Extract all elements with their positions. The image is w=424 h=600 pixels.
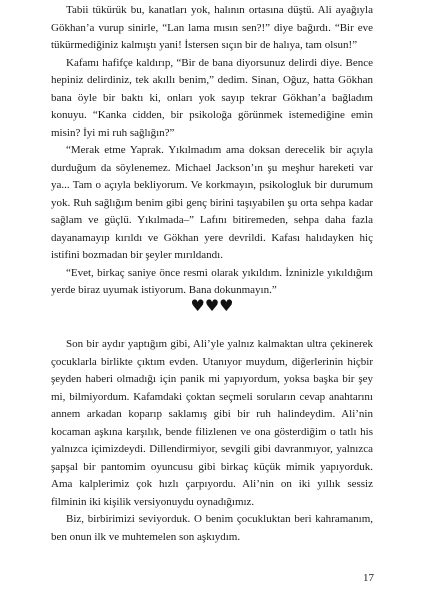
text-block-bottom bbox=[51, 336, 373, 546]
page-number: 17 bbox=[363, 572, 374, 584]
paragraph-4: “Evet, birkaç saniye önce resmi olarak yıkıldım. İzninizle yıkıldığım yerde biraz uyumak istiyorum. Bana dokunmayın.” bbox=[51, 266, 373, 296]
paragraph-5: Son bir aydır yaptığım gibi, Ali’yle yalnız kalmaktan ultra çekinerek çocuklarla birlikte çıktım evden. Utanıyor muydum, diğerlerinin hiçbir şeyden haberi olmadığı için panik mi yapıyordum, yoksa başka bir şey mi, bilmiyordum. Kafamdaki çoktan seçmeli soruların cevap anahtarını annem arkadan koparıp saklamış gibi bir ruh halindeydim. Ali’nin kocaman aşkına karşılık, bende filizlenen ve ona gösterdiğim o tatlı his yalnızca içimizdeydi. Dillendirmiyor, sevgili gibi davranmıyor, yalnızca şapşal bir pantomim oyuncusu gibi birkaç küçük mimik yapıyorduk. Ama kalplerimiz çok hızlı çarpıyordu. Ali’nin on iki yıllık sessiz filminin iki kişilik versiyonuydu oynadığımız. bbox=[51, 338, 373, 508]
text-block-top bbox=[51, 2, 373, 300]
paragraph-6: Biz, birbirimizi seviyorduk. O benim çocukluktan beri kahramanım, ben onun ilk ve muhtemelen son aşkıydım. bbox=[51, 513, 373, 543]
paragraph-2: Kafamı hafifçe kaldırıp, “Bir de bana diyorsunuz delirdi diye. Bence hepiniz delirdiniz, tek akıllı benim,” dedim. Sinan, Oğuz, hatta Gökhan bana öyle bir baktı ki, onları yok sayıp tekrar Gökhan’a bağladım konuyu. “Kanka cidden, bir psikoloğa görünmek istemediğine emin misin? İyi mi ruh sağlığın?” bbox=[51, 56, 373, 139]
paragraph-3: “Merak etme Yaprak. Yıkılmadım ama doksan derecelik bir açıyla durduğum da söylenemez. Michael Jackson’ın şu meşhur hareketi var ya... Tam o açıyla bekliyorum. Ve korkmayın, psikologluk bir durumum yok. Ruh sağlığım benim gibi genç birini taşıyabilen şu orta sehpa kadar sağlam ve güçlü. Yıkılmada–” Lafını bitiremeden, sehpa daha fazla dayanamayıp kırıldı ve Gökhan yere devrildi. Kafası halıdayken hiç istifini bozmadan bir şeyler mırıldandı. bbox=[51, 144, 373, 261]
hearts-separator-icon: ♥♥♥ bbox=[190, 296, 234, 315]
paragraph-1: Tabii tükürük bu, kanatları yok, halının ortasına düştü. Ali ayağıyla Gökhan’a vurup sinirle, “Lan lama mısın sen?!” diye bağırdı. “Bir eve tükürmediğiniz kalmıştı yani! İstersen sıçın bir de halıya, tam olsun!” bbox=[51, 4, 373, 51]
